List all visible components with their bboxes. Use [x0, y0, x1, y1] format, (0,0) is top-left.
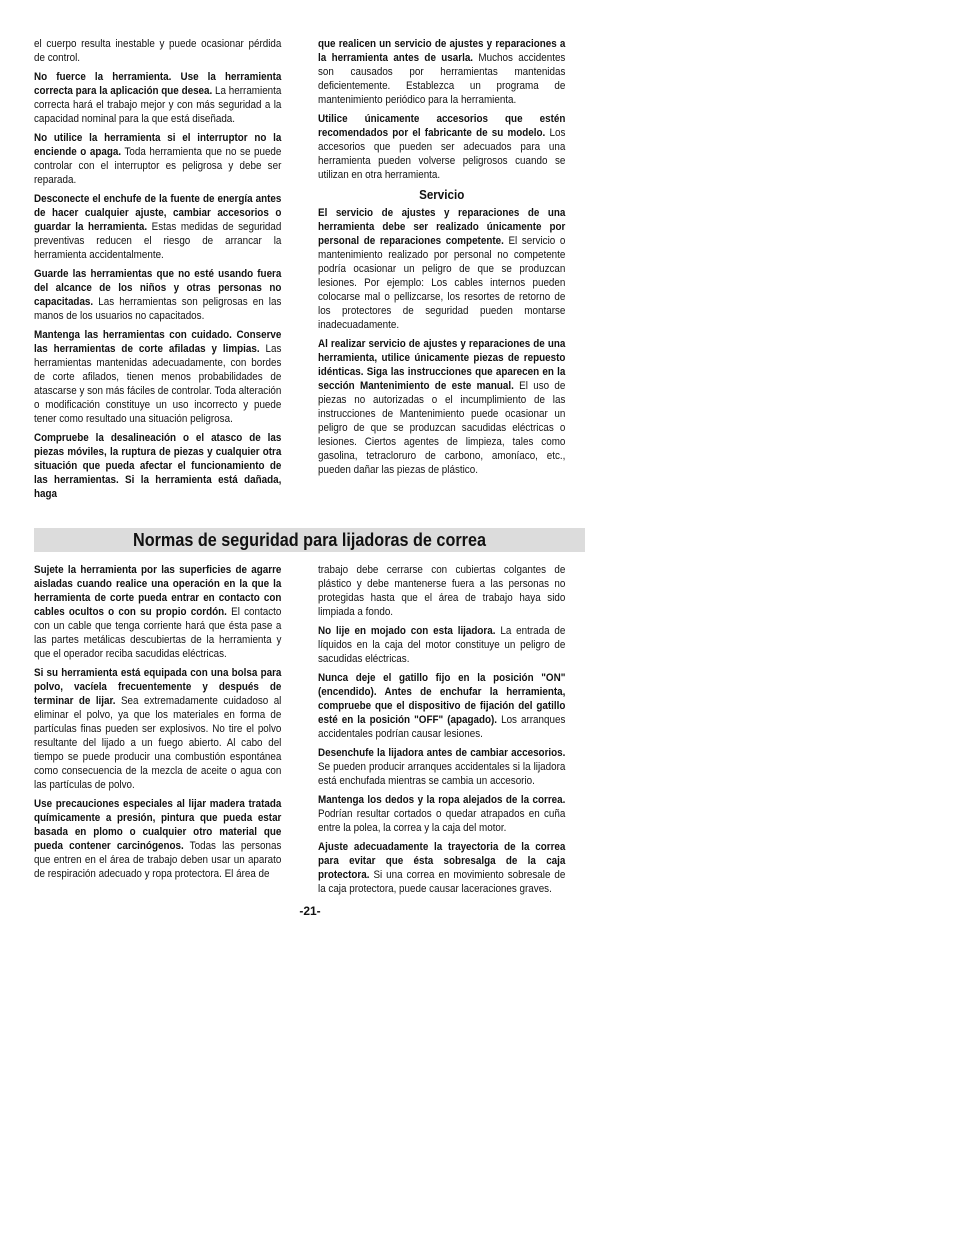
- paragraph-bold-lead: Mantenga las herramientas con cuidado. Conserve las herramientas de corte afiladas y limpias.: [34, 329, 282, 355]
- bottom-left-column: [34, 563, 281, 886]
- paragraph: [34, 267, 281, 323]
- paragraph: [34, 131, 281, 187]
- paragraph: [34, 431, 281, 501]
- paragraph: [318, 793, 565, 835]
- paragraph: [34, 192, 281, 262]
- paragraph-text: Todas las personas que entren en el área de trabajo deben usar un aparato de respiración adecuado y ropa protectora. El área de: [34, 840, 282, 880]
- paragraph: [318, 206, 565, 332]
- paragraph-bold-lead: No utilice la herramienta si el interruptor no la enciende o apaga.: [34, 132, 282, 158]
- paragraph-text: Si una correa en movimiento sobresale de la caja protectora, puede causar laceraciones graves.: [318, 869, 566, 895]
- section-banner: [34, 528, 585, 552]
- paragraph-bold-lead: que realicen un servicio de ajustes y reparaciones a la herramienta antes de usarla.: [318, 38, 566, 64]
- paragraph-text: Las herramientas son peligrosas en las manos de los usuarios no capacitados.: [34, 296, 282, 322]
- paragraph-bold-lead: Use precauciones especiales al lijar madera tratada químicamente a presión, pintura que pueda estar basada en plomo o cualquier otro material que pueda contener carcinógenos.: [34, 798, 282, 852]
- service-paragraphs: [318, 206, 565, 477]
- paragraph-bold-lead: Ajuste adecuadamente la trayectoria de la correa para evitar que ésta sobresalga de la caja protectora.: [318, 841, 566, 881]
- paragraph-text: El uso de piezas no autorizadas o el incumplimiento de las instrucciones de Mantenimiento puede ocasionar un peligro de que se produzcan sacudidas eléctricas o lesiones. Ciertos agentes de limpieza, tales como gasolina, tetracloruro de carbono, amoníaco, etc., pueden dañar las piezas de plástico.: [318, 380, 566, 476]
- paragraph-bold-lead: El servicio de ajustes y reparaciones de una herramienta debe ser realizado únicamente por personal de reparaciones competente.: [318, 207, 566, 247]
- paragraph-bold-lead: Desconecte el enchufe de la fuente de energía antes de hacer cualquier ajuste, cambiar accesorios o guardar la herramienta.: [34, 193, 282, 233]
- paragraph: [34, 666, 281, 792]
- paragraph: [34, 797, 281, 881]
- paragraph-bold-lead: Al realizar servicio de ajustes y reparaciones de una herramienta, utilice únicamente piezas de repuesto idénticas. Siga las instrucciones que aparecen en la sección Mantenimiento de este manual.: [318, 338, 566, 392]
- paragraph-bold-lead: No lije en mojado con esta lijadora.: [318, 625, 496, 637]
- paragraph: [34, 563, 281, 661]
- paragraph-bold-lead: Sujete la herramienta por las superficies de agarre aisladas cuando realice una operación en la que la herramienta de corte pueda entrar en contacto con cables ocultos o con su propio cordón.: [34, 564, 282, 618]
- paragraph-text: Se pueden producir arranques accidentales si la lijadora está enchufada mientras se cambia un accesorio.: [318, 761, 566, 787]
- section-title: Normas de seguridad para lijadoras de correa: [133, 530, 486, 550]
- paragraph: [318, 563, 565, 619]
- paragraph: [318, 624, 565, 666]
- paragraph: [318, 671, 565, 741]
- paragraph: [34, 328, 281, 426]
- paragraph: [318, 746, 565, 788]
- paragraph-bold-lead: No fuerce la herramienta. Use la herramienta correcta para la aplicación que desea.: [34, 71, 282, 97]
- paragraph: [34, 37, 281, 65]
- paragraph-text: Sea extremadamente cuidadoso al eliminar el polvo, ya que los materiales en forma de partículas finas pueden ser explosivos. No tire el polvo resultante del lijado a un fuego abierto. Al cabo del tiempo se puede producir una combustión espontánea como consecuencia de la mezcla de aceite o agua con las partículas de polvo.: [34, 695, 282, 791]
- paragraph-text: Podrían resultar cortados o quedar atrapados en cuña entre la polea, la correa y la caja del motor.: [318, 808, 566, 834]
- paragraph-bold-lead: Si su herramienta está equipada con una bolsa para polvo, vacíela frecuentemente y después de terminar de lijar.: [34, 667, 282, 707]
- paragraph-bold-lead: Guarde las herramientas que no esté usando fuera del alcance de los niños y otras personas no capacitadas.: [34, 268, 282, 308]
- paragraph-text: La herramienta correcta hará el trabajo mejor y con más seguridad a la capacidad nominal para la que está diseñada.: [34, 85, 282, 125]
- paragraph: [34, 70, 281, 126]
- paragraph-text: trabajo debe cerrarse con cubiertas colgantes de plástico y debe mantenerse fuera a las personas no protegidas hasta que el área de trabajo haya sido limpiada a fondo.: [318, 564, 566, 618]
- paragraph-text: La entrada de líquidos en la caja del motor constituye un peligro de sacudidas eléctricas.: [318, 625, 566, 665]
- paragraph: [318, 337, 565, 477]
- paragraph: [318, 112, 565, 182]
- paragraph-text: El contacto con un cable que tenga corriente hará que ésta pase a las partes metálicas descubiertas de la herramienta y que el operador reciba sacudidas eléctricas.: [34, 606, 282, 660]
- paragraph-text: Los accesorios que pueden ser adecuados para una herramienta pueden volverse peligrosos cuando se utilizan en otra herramienta.: [318, 127, 566, 181]
- paragraph-bold-lead: Mantenga los dedos y la ropa alejados de la correa.: [318, 794, 566, 806]
- paragraph-bold-lead: Utilice únicamente accesorios que estén recomendados por el fabricante de su modelo.: [318, 113, 566, 139]
- paragraph-text: Las herramientas mantenidas adecuadamente, con bordes de corte afilados, tienen menos probabilidades de atascarse y son más fáciles de controlar. Toda alteración o modificación constituye un uso incorrecto y puede tener como resultado una situación peligrosa.: [34, 343, 282, 425]
- paragraph-text: Los arranques accidentales podrían causar lesiones.: [318, 714, 566, 740]
- paragraph-bold-lead: Nunca deje el gatillo fijo en la posición "ON" (encendido). Antes de enchufar la herramienta, compruebe que el dispositivo de fijación del gatillo esté en la posición "OFF" (apagado).: [318, 672, 566, 726]
- page-number: -21-: [299, 904, 321, 918]
- top-right-paragraphs: [318, 37, 565, 182]
- paragraph-text: Toda herramienta que no se puede controlar con el interruptor es peligrosa y debe ser reparada.: [34, 146, 282, 186]
- paragraph: [318, 37, 565, 107]
- top-right-column: [318, 37, 565, 482]
- paragraph: [318, 840, 565, 896]
- paragraph-bold-lead: Desenchufe la lijadora antes de cambiar accesorios.: [318, 747, 566, 759]
- paragraph-text: Muchos accidentes son causados por herramientas mantenidas deficientemente. Establezca un programa de mantenimiento periódico para la herramienta.: [318, 52, 566, 106]
- paragraph-text: El servicio o mantenimiento realizado por personal no competente podría ocasionar un peligro de que se produzcan lesiones. Por ejemplo: Los cables internos pueden colocarse mal o pellizcarse, los resortes de retorno de los protectores de seguridad pueden montarse inadecuadamente.: [318, 235, 566, 331]
- paragraph-text: el cuerpo resulta inestable y puede ocasionar pérdida de control.: [34, 38, 282, 64]
- paragraph-bold-lead: Compruebe la desalineación o el atasco de las piezas móviles, la ruptura de piezas y cualquier otra situación que pueda afectar el funcionamiento de las herramientas. Si la herramienta está dañada, haga: [34, 432, 282, 500]
- service-heading: Servicio: [419, 188, 465, 202]
- bottom-right-column: [318, 563, 565, 901]
- top-left-column: [34, 37, 281, 506]
- paragraph-text: Estas medidas de seguridad preventivas reducen el riesgo de arrancar la herramienta accidentalmente.: [34, 221, 282, 261]
